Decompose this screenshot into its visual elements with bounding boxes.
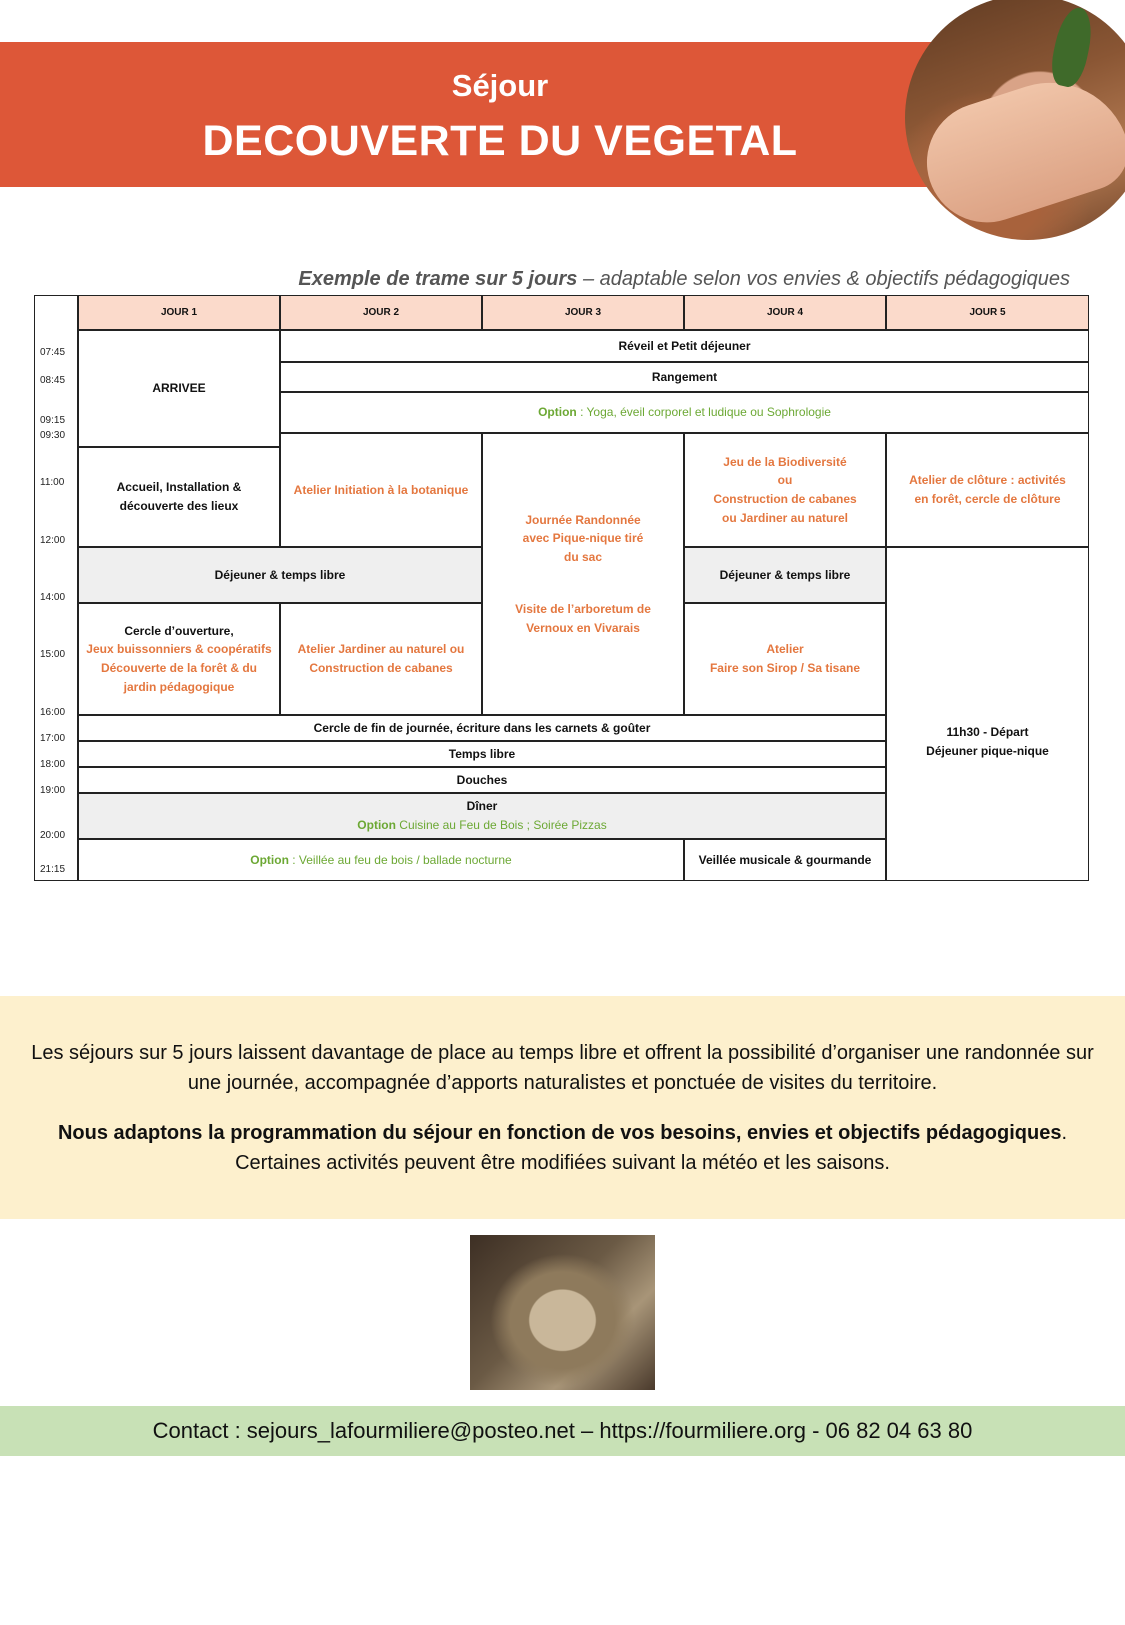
biodiv-line2: Construction de cabanes ou Jardiner au naturel xyxy=(713,492,857,525)
option-morning-cell xyxy=(280,392,1089,433)
depart-cell xyxy=(886,547,1089,881)
info-text: Les séjours sur 5 jours laissent davantage de place au temps libre et offrent la possibilité d’organiser une randonnée sur une journée, accompagnée d’apports naturalistes et ponctuée de visites du territoire. xyxy=(31,1042,1094,1094)
decouverte-text: Découverte de la forêt & du jardin pédagogique xyxy=(100,661,258,694)
accueil-cell: Accueil, Installation & découverte des lieux xyxy=(78,447,280,547)
time-label: 17:00 xyxy=(40,733,66,744)
schedule-grid xyxy=(34,295,1089,881)
cercle-ouverture-cell xyxy=(78,603,280,715)
hand-leaf-photo xyxy=(905,0,1125,240)
time-label: 14:00 xyxy=(40,592,66,603)
info-paragraph xyxy=(0,1038,1125,1098)
caption-bold: Exemple de trame sur 5 jours xyxy=(298,268,578,290)
info-bold: Nous adaptons la programmation du séjour en fonction de vos besoins, envies et objectifs pédagogiques xyxy=(57,1122,1062,1144)
veillee-musicale-cell: Veillée musicale & gourmande xyxy=(684,839,886,881)
time-label: 08:45 xyxy=(40,375,66,386)
option-veillee-label: Option xyxy=(250,852,289,867)
option-text: : Yoga, éveil corporel et ludique ou Sophrologie xyxy=(576,405,831,420)
arrivee-cell: ARRIVEE xyxy=(78,330,280,447)
cloture-cell xyxy=(886,433,1089,547)
dejeuner-j4-cell: Déjeuner & temps libre xyxy=(684,547,886,603)
time-label: 16:00 xyxy=(40,707,66,718)
douches-cell: Douches xyxy=(78,767,886,793)
biodiv-or: ou xyxy=(777,473,793,488)
time-label: 07:45 xyxy=(40,347,66,358)
time-label: 12:00 xyxy=(40,535,66,546)
day-header: JOUR 5 xyxy=(886,295,1089,330)
botanique-cell: Atelier Initiation à la botanique xyxy=(280,433,482,547)
diner-cell xyxy=(78,793,886,839)
rangement-cell: Rangement xyxy=(280,362,1089,392)
option-label: Option xyxy=(538,405,577,420)
sirop-line1: Atelier xyxy=(766,642,804,657)
hand-soil-photo xyxy=(470,1235,655,1390)
dejeuner-cell: Déjeuner & temps libre xyxy=(78,547,482,603)
caption-rest: – adaptable selon vos envies & objectifs pédagogiques xyxy=(577,268,1070,290)
jardiner-text: Atelier Jardiner au naturel ou Construction de cabanes xyxy=(297,642,465,675)
info-box xyxy=(0,996,1125,1219)
time-label: 21:15 xyxy=(40,864,66,875)
option-diner-label: Option xyxy=(357,818,396,832)
info-paragraph-2 xyxy=(0,1118,1125,1178)
time-label: 15:00 xyxy=(40,649,66,660)
biodiv-line1: Jeu de la Biodiversité xyxy=(723,454,847,469)
sirop-line2: Faire son Sirop / Sa tisane xyxy=(709,661,861,675)
contact-bar xyxy=(0,1406,1125,1456)
depart-line2: Déjeuner pique-nique xyxy=(926,744,1049,758)
sirop-cell xyxy=(684,603,886,715)
randonnee-text: Journée Randonnée avec Pique-nique tiré du sac xyxy=(522,512,644,564)
time-label: 20:00 xyxy=(40,830,66,841)
time-label: 09:15 xyxy=(40,415,66,426)
title-banner xyxy=(0,42,1000,187)
leaf-shape xyxy=(1047,4,1097,89)
info-bold-end: . xyxy=(1061,1122,1068,1144)
cercle-fin-cell: Cercle de fin de journée, écriture dans les carnets & goûter xyxy=(78,715,886,741)
day-header: JOUR 4 xyxy=(684,295,886,330)
option-diner-text: Cuisine au Feu de Bois ; Soirée Pizzas xyxy=(395,818,607,832)
cloture-text: Atelier de clôture : activités en forêt, cercle de clôture xyxy=(909,473,1066,506)
option-diner xyxy=(357,816,606,835)
day-header: JOUR 3 xyxy=(482,295,684,330)
option-veillee-cell xyxy=(78,839,684,881)
option-veillee-text: : Veillée au feu de bois / ballade nocturne xyxy=(288,852,512,867)
reveil-cell: Réveil et Petit déjeuner xyxy=(280,330,1089,362)
info-weather: Certaines activités peuvent être modifiées suivant la météo et les saisons. xyxy=(235,1152,890,1174)
jardiner-cell xyxy=(280,603,482,715)
diner-text: Dîner xyxy=(466,799,498,814)
hand-shape xyxy=(911,62,1125,238)
day-header: JOUR 1 xyxy=(78,295,280,330)
time-label: 18:00 xyxy=(40,759,66,770)
biodiversite-cell xyxy=(684,433,886,547)
arboretum-text: Visite de l’arboretum de Vernoux en Vivarais xyxy=(515,602,651,635)
banner-subtitle: Séjour xyxy=(451,68,549,103)
time-label: 19:00 xyxy=(40,785,66,796)
randonnee-cell xyxy=(482,433,684,715)
time-label: 11:00 xyxy=(40,477,65,488)
schedule-caption xyxy=(0,268,1070,291)
cercle-ouverture-text: Cercle d’ouverture, xyxy=(124,623,234,638)
time-label: 09:30 xyxy=(40,430,66,441)
contact-text: Contact : sejours_lafourmiliere@posteo.net – https://fourmiliere.org - 06 82 04 63 80 xyxy=(152,1418,973,1443)
banner-title: DECOUVERTE DU VEGETAL xyxy=(202,117,798,165)
day-header: JOUR 2 xyxy=(280,295,482,330)
temps-libre-cell: Temps libre xyxy=(78,741,886,767)
depart-line1: 11h30 - Départ xyxy=(946,725,1029,740)
jeux-text: Jeux buissonniers & coopératifs xyxy=(86,642,272,657)
